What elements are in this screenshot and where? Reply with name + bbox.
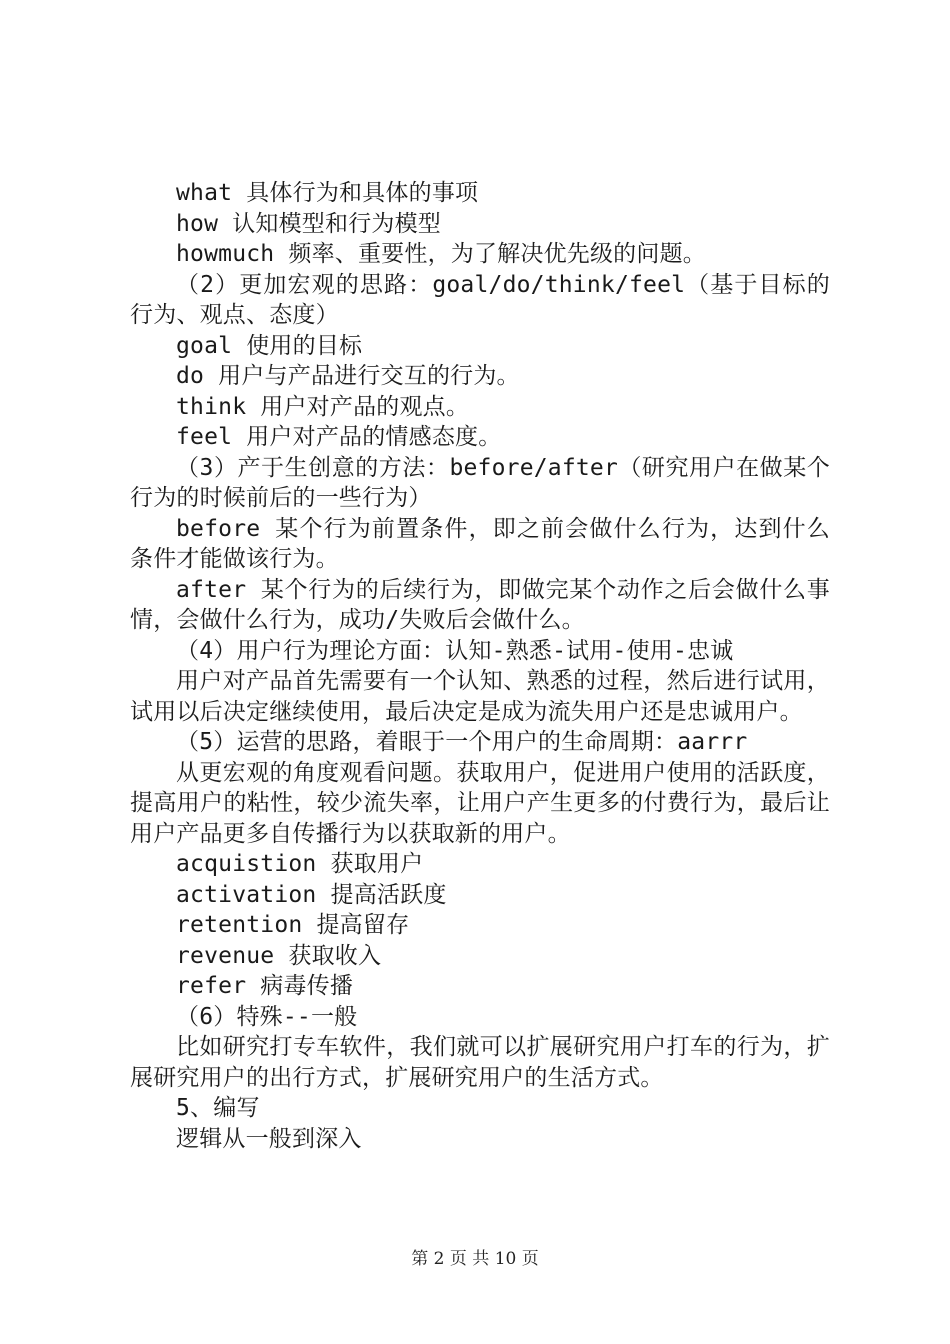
paragraph: how 认知模型和行为模型 <box>176 210 441 237</box>
paragraph: （5）运营的思路，着眼于一个用户的生命周期：aarrr <box>176 729 748 755</box>
paragraph: think 用户对产品的观点。 <box>176 393 470 420</box>
document-body <box>130 178 830 1154</box>
paragraph: 从更宏观的角度观看问题。获取用户，促进用户使用的活跃度，提高用户的粘性，较少流失率，让用户产生更多的付费行为，最后让用户产品更多自传播行为以获取新的用户。 <box>130 759 830 847</box>
paragraph: before 某个行为前置条件，即之前会做什么行为，达到什么条件才能做该行为。 <box>130 515 830 572</box>
paragraph: （4）用户行为理论方面：认知-熟悉-试用-使用-忠诚 <box>176 637 734 664</box>
paragraph: revenue 获取收入 <box>176 942 382 969</box>
paragraph: acquistion 获取用户 <box>176 851 424 877</box>
page-number-footer: 第 2 页 共 10 页 <box>411 1249 539 1269</box>
paragraph: （6）特殊--一般 <box>176 1003 358 1030</box>
paragraph: 5、编写 <box>176 1095 260 1121</box>
paragraph: do 用户与产品进行交互的行为。 <box>176 363 520 389</box>
paragraph: （3）产于生创意的方法：before/after（研究用户在做某个行为的时候前后的一些行为） <box>130 454 830 511</box>
paragraph: feel 用户对产品的情感态度。 <box>176 424 502 450</box>
paragraph: goal 使用的目标 <box>176 332 363 359</box>
paragraph: retention 提高留存 <box>176 912 410 938</box>
paragraph: refer 病毒传播 <box>176 973 354 999</box>
paragraph: howmuch 频率、重要性，为了解决优先级的问题。 <box>176 241 706 267</box>
paragraph: 比如研究打专车软件，我们就可以扩展研究用户打车的行为，扩展研究用户的出行方式，扩展研究用户的生活方式。 <box>130 1034 830 1091</box>
paragraph: 逻辑从一般到深入 <box>176 1125 362 1152</box>
paragraph: （2）更加宏观的思路：goal/do/think/feel（基于目标的行为、观点、态度） <box>130 271 830 328</box>
paragraph: after 某个行为的后续行为，即做完某个动作之后会做什么事情，会做什么行为，成功/失败后会做什么。 <box>130 576 830 633</box>
paragraph: 用户对产品首先需要有一个认知、熟悉的过程，然后进行试用，试用以后决定继续使用，最后决定是成为流失用户还是忠诚用户。 <box>130 668 830 725</box>
paragraph: activation 提高活跃度 <box>176 881 447 908</box>
paragraph: what 具体行为和具体的事项 <box>176 180 479 206</box>
